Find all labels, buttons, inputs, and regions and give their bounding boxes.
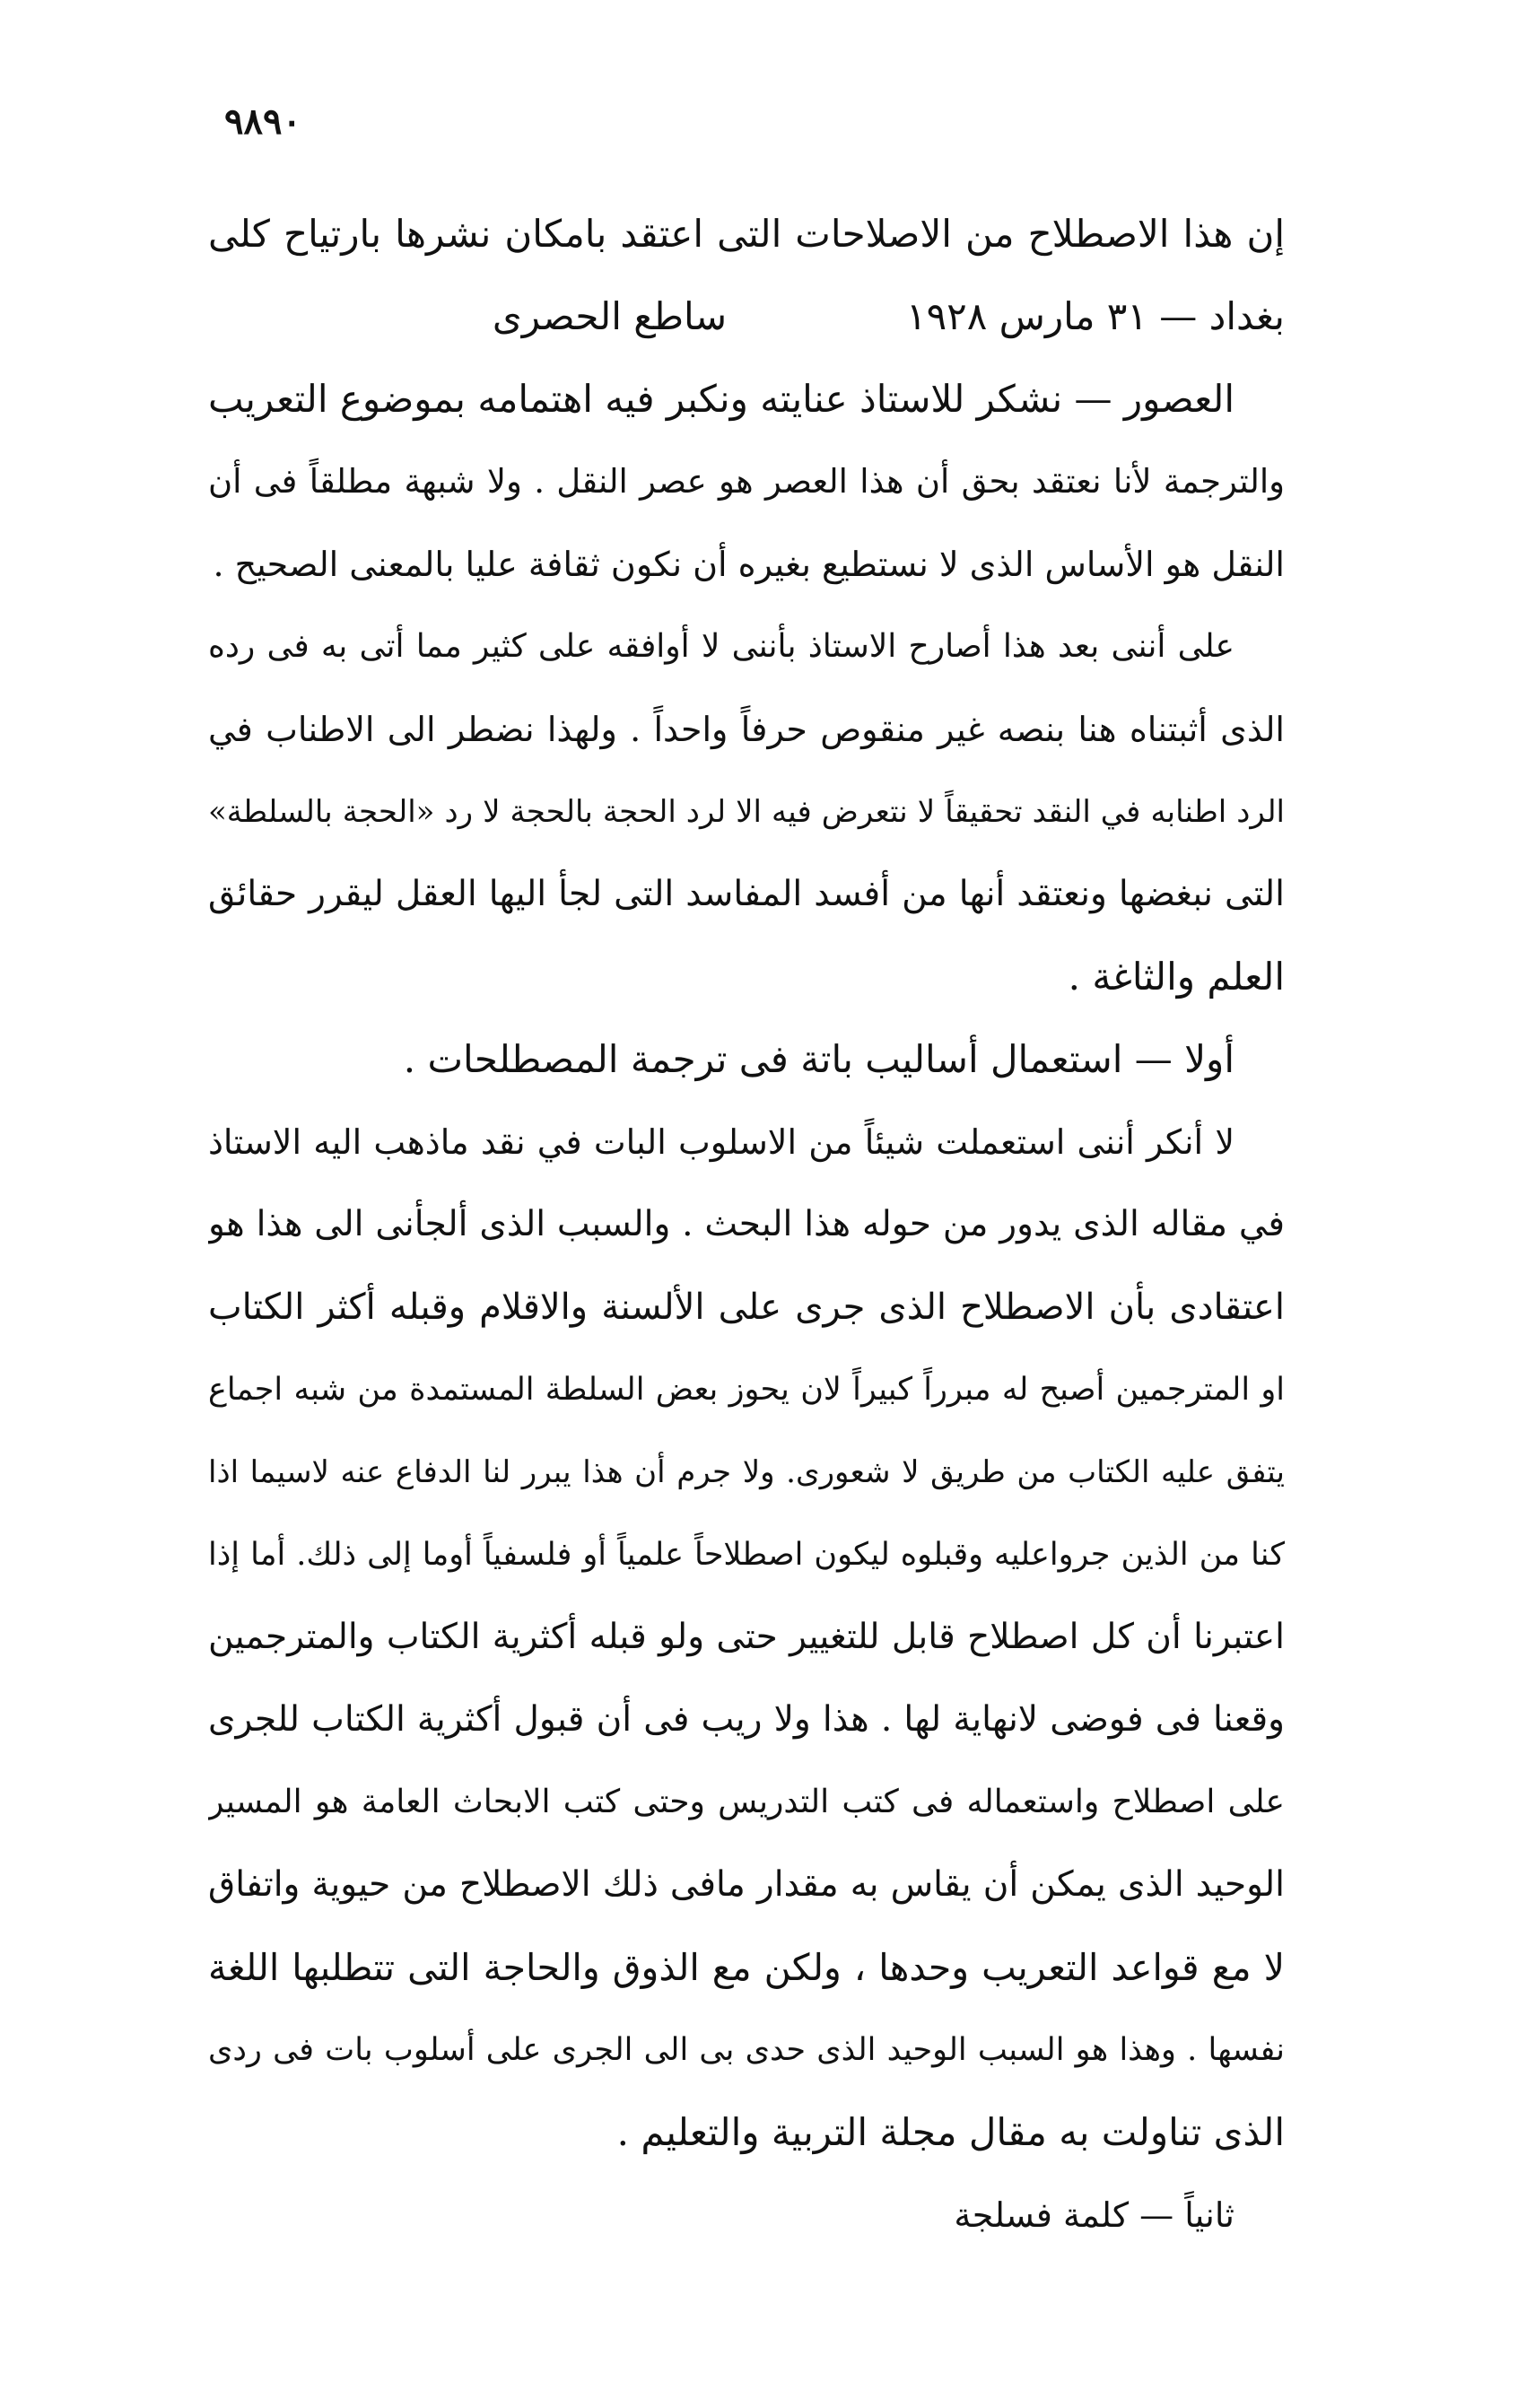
text-line: اعتبرنا أن كل اصطلاح قابل للتغيير حتى ولو قبله أكثرية الكتاب والمترجمين bbox=[208, 1617, 1285, 1657]
text-line: او المترجمين أصبح له مبرراً كبيراً لان يحوز بعض السلطة المستمدة من شبه اجماع bbox=[208, 1372, 1285, 1408]
text-line: والترجمة لأنا نعتقد بحق أن هذا العصر هو عصر النقل . ولا شبهة مطلقاً فى أن bbox=[208, 462, 1285, 501]
text-line: يتفق عليه الكتاب من طريق لا شعورى. ولا جرم أن هذا يبرر لنا الدفاع عنه لاسيما اذا bbox=[208, 1454, 1285, 1490]
section-heading-first: أولا — استعمال أساليب باتة فى ترجمة المصطلحات . bbox=[403, 1037, 1234, 1081]
text-line: على اصطلاح واستعماله فى كتب التدريس وحتى كتب الابحاث العامة هو المسير bbox=[208, 1784, 1285, 1820]
text-line: التى نبغضها ونعتقد أنها من أفسد المفاسد التى لجأ اليها العقل ليقرر حقائق bbox=[208, 874, 1285, 914]
signature-line bbox=[208, 275, 1285, 358]
text-line: لا مع قواعد التعريب وحدها ، ولكن مع الذوق والحاجة التى تتطلبها اللغة bbox=[208, 1946, 1285, 1989]
text-line: اعتقادى بأن الاصطلاح الذى جرى على الألسنة والاقلام وقبله أكثر الكتاب bbox=[208, 1287, 1285, 1328]
section-heading-second: ثانياً — كلمة فسلجة bbox=[954, 2195, 1234, 2235]
text-line: الذى تناولت به مقال مجلة التربية والتعليم . bbox=[616, 2110, 1285, 2154]
text-line: على أننى بعد هذا أصارح الاستاذ بأننى لا أوافقه على كثير مما أتى به فى رده bbox=[208, 628, 1234, 665]
text-line: العصور — نشكر للاستاذ عنايته ونكبر فيه اهتمامه بموضوع التعريب bbox=[208, 377, 1234, 421]
body-text bbox=[208, 193, 1285, 2256]
text-line: النقل هو الأساس الذى لا نستطيع بغيره أن نكون ثقافة عليا بالمعنى الصحيح . bbox=[213, 545, 1285, 584]
text-line: الذى أثبتناه هنا بنصه غير منقوص حرفاً واحداً . ولهذا نضطر الى الاطناب في bbox=[208, 710, 1285, 749]
text-line: في مقاله الذى يدور من حوله هذا البحث . والسبب الذى ألجأنى الى هذا هو bbox=[208, 1204, 1285, 1244]
text-line: الوحيد الذى يمكن أن يقاس به مقدار مافى ذلك الاصطلاح من حيوية واتفاق bbox=[208, 1864, 1285, 1905]
text-line: الرد اطنابه في النقد تحقيقاً لا نتعرض فيه الا لرد الحجة بالحجة لا رد «الحجة بالسلطة» bbox=[208, 794, 1285, 830]
text-line: إن هذا الاصطلاح من الاصلاحات التى اعتقد بامكان نشرها بارتياح كلى bbox=[208, 212, 1285, 256]
text-line: نفسها . وهذا هو السبب الوحيد الذى حدى بى الى الجرى على أسلوب بات فى ردى bbox=[208, 2032, 1285, 2068]
signature-author: ساطع الحصرى bbox=[492, 294, 728, 338]
page-number: ٩٨٩٠ bbox=[224, 100, 301, 143]
text-line: كنا من الذين جرواعليه وقبلوه ليكون اصطلاحاً علمياً أو فلسفياً أوما إلى ذلك. أما إذا bbox=[208, 1537, 1285, 1573]
signature-place-date: بغداد — ٣١ مارس ١٩٢٨ bbox=[906, 294, 1285, 338]
text-line: العلم والثاغة . bbox=[1068, 955, 1285, 999]
text-line: لا أنكر أننى استعملت شيئاً من الاسلوب البات في نقد ماذهب اليه الاستاذ bbox=[208, 1122, 1234, 1162]
text-line: وقعنا فى فوضى لانهاية لها . هذا ولا ريب فى أن قبول أكثرية الكتاب للجرى bbox=[208, 1699, 1285, 1740]
